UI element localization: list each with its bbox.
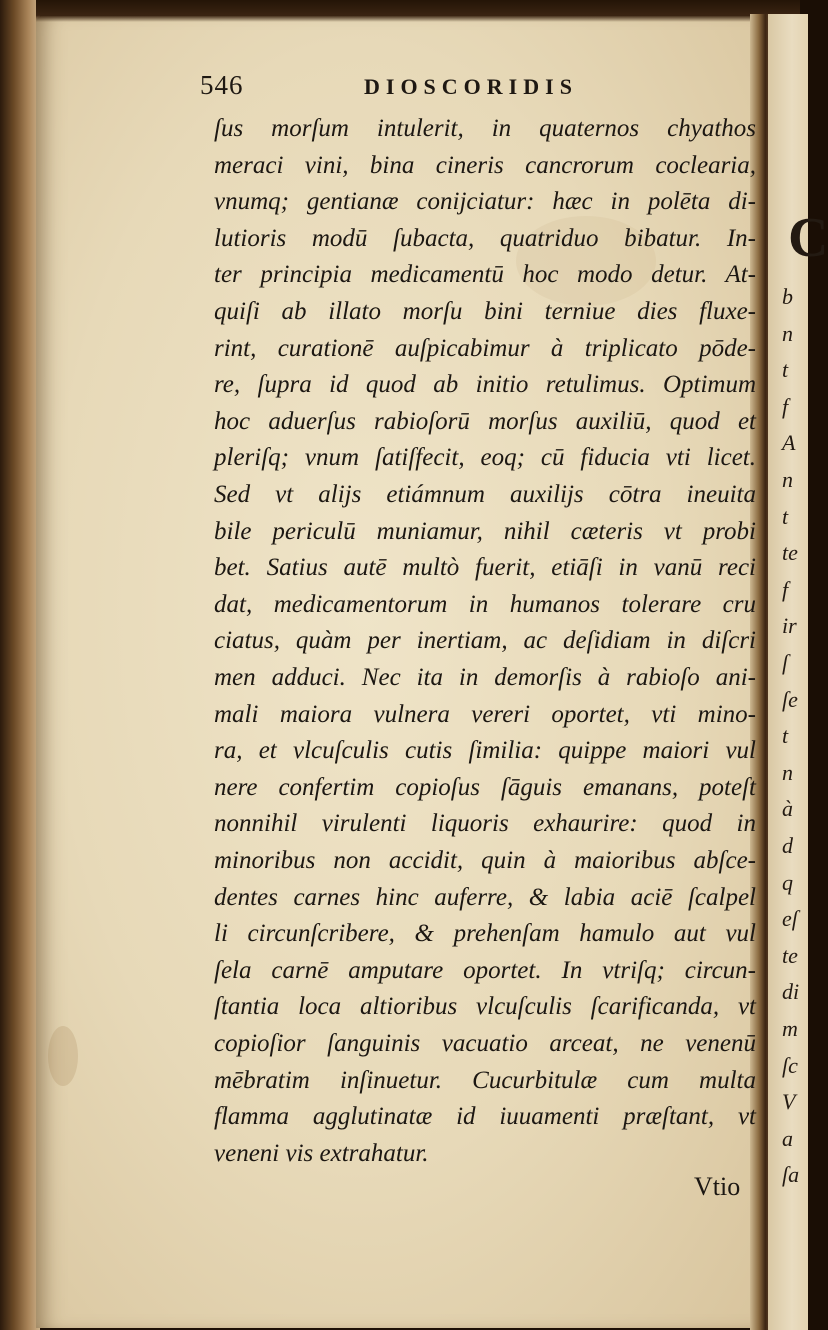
text-line: ter principia medicamentū hoc modo detur. At-: [214, 261, 756, 289]
text-line: pleriſq; vnum ſatiſfecit, eoq; cū fiducia vti licet.: [214, 444, 756, 472]
book-title: DIOSCORIDIS: [364, 74, 578, 99]
paper-stain: [48, 1026, 78, 1086]
next-page-fragment: n: [782, 759, 793, 785]
next-page-fragment: ſe: [782, 686, 798, 712]
next-page-fragment: f: [782, 576, 789, 602]
text-line: ſtantia loca altioribus vlcuſculis ſcarificanda, vt: [214, 993, 756, 1021]
next-page-fragment: n: [782, 320, 793, 346]
next-page-fragment: ſa: [782, 1162, 800, 1188]
next-page-fragment: te: [782, 540, 798, 566]
text-line: copioſior ſanguinis vacuatio arceat, ne venenū: [214, 1030, 756, 1057]
next-page-fragment: A: [782, 430, 796, 456]
next-page-fragment: eſ: [782, 906, 798, 932]
next-page-fragment: ſ: [782, 650, 789, 675]
text-line: quiſi ab illato morſu bini terniue dies fluxe-: [214, 298, 756, 325]
next-page-fragment: di: [782, 979, 800, 1005]
next-page-fragment: t: [782, 503, 789, 529]
text-line: minoribus non accidit, quin à maioribus abſce-: [214, 847, 756, 874]
text-line: meraci vini, bina cineris cancrorum coclearia,: [214, 151, 756, 179]
page-number: 546: [200, 70, 244, 100]
text-line: dentes carnes hinc auferre, & labia aciē ſcalpel: [214, 883, 756, 911]
running-head: [200, 70, 760, 104]
next-page-edge: [768, 14, 828, 1330]
next-page-fragment: te: [782, 942, 798, 968]
text-line: li circunſcribere, & prehenſam hamulo aut vul: [214, 920, 756, 948]
text-line: Sed vt alijs etiámnum auxilijs cōtra ineuita: [214, 481, 756, 508]
next-page-fragment: f: [782, 393, 789, 419]
top-shadow: [36, 0, 800, 22]
next-page-fragment: à: [782, 796, 793, 822]
next-page-fragment: ir: [782, 613, 797, 639]
next-page-fragment: V: [782, 1089, 796, 1115]
text-line: ſus morſum intulerit, in quaternos chyathos: [214, 115, 756, 142]
next-page-initial: C: [788, 207, 828, 269]
next-page-fragment: q: [782, 869, 793, 895]
text-line: vnumq; gentianæ conijciatur: hæc in polēta di-: [214, 188, 756, 216]
text-line: bet. Satius autē multò fuerit, etiāſi in vanū reci: [214, 554, 756, 582]
text-line: hoc aduerſus rabioſorū morſus auxiliū, quod et: [214, 407, 756, 435]
catchword: Vtio: [694, 1172, 741, 1201]
text-line: ſela carnē amputare oportet. In vtriſq; circun-: [214, 956, 756, 984]
text-line: men adduci. Nec ita in demorſis à rabioſo ani-: [214, 664, 756, 691]
text-line: flamma agglutinatæ id iuuamenti præſtant, vt: [214, 1103, 756, 1131]
book-left-edge: [0, 0, 40, 1330]
text-line: bile periculū muniamur, nihil cæteris vt probi: [214, 517, 756, 545]
text-line: re, ſupra id quod ab initio retulimus. Optimum: [214, 371, 756, 399]
text-line: ra, et vlcuſculis cutis ſimilia: quippe maiori vul: [214, 737, 756, 765]
text-line: lutioris modū ſubacta, quatriduo bibatur. In-: [214, 224, 756, 252]
text-line: rint, curationē auſpicabimur à triplicato pōde-: [214, 334, 756, 362]
text-line: mali maiora vulnera vereri oportet, vti mino-: [214, 700, 756, 728]
next-page-fragment: ſc: [782, 1052, 798, 1078]
text-line: dat, medicamentorum in humanos tolerare cru: [214, 590, 756, 618]
next-page-fragment: a: [782, 1125, 793, 1151]
next-page-fragment: t: [782, 357, 789, 383]
text-line: mēbratim inſinuetur. Cucurbitulæ cum multa: [214, 1066, 756, 1094]
next-page-fragment: n: [782, 467, 793, 492]
text-line: nonnihil virulenti liquoris exhaurire: quod in: [214, 810, 756, 838]
text-line: ciatus, quàm per inertiam, ac deſidiam in diſcri: [214, 627, 756, 655]
next-page-fragment: d: [782, 833, 793, 858]
next-page-fragment: t: [782, 723, 789, 749]
next-page-fragment: m: [782, 1016, 798, 1041]
next-page-fragment: b: [782, 284, 793, 309]
text-line: nere confertim copioſus ſāguis emanans, poteſt: [214, 773, 756, 801]
text-line: veneni vis extrahatur.: [214, 1139, 429, 1167]
